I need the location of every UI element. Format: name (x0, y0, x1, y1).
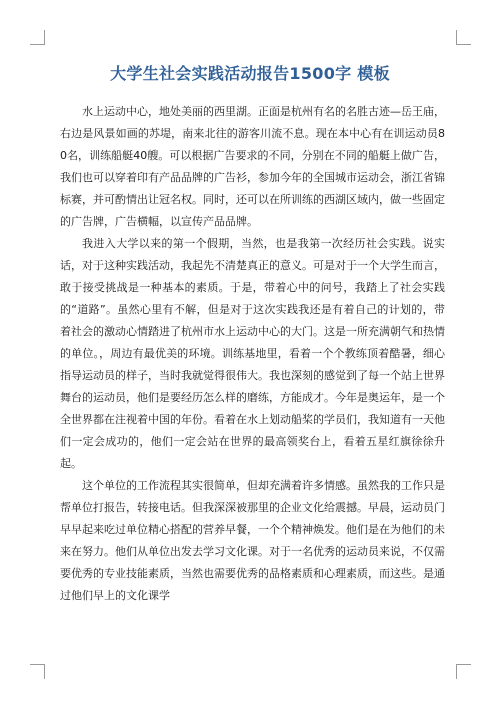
crop-mark-top-left (30, 30, 45, 45)
paragraph-2: 我进入大学以来的第一个假期，当然，也是我第一次经历社会实践。说实话，对于这种实践活动，我起先不清楚真正的意义。可是对于一个大学生而言，敢于接受挑战是一种基本的素质。于是，带着心中的问号，我踏上了社会实践的“道路”。虽然心里有不解，但是对于这次实践我还是有着自己的计划的，带着社会的激动心情踏进了杭州市水上运动中心的大门。这是一所充满朝气和热情的单位。，周边有最优美的环境。训练基地里，看着一个个教练顶着酷暑，细心指导运动员的样子，当时我就觉得很伟大。我也深刻的感觉到了每一个站上世界舞台的运动员，他们是要经历怎么样的磨练，方能成才。今年是奥运年，是一个全世界都在注视着中国的年份。看着在水上划动船桨的学员们，我知道有一天他们一定会成功的，他们一定会站在世界的最高领奖台上，看着五星红旗徐徐升起。 (60, 237, 445, 470)
document-body (60, 101, 445, 607)
paragraph-3: 这个单位的工作流程其实很简单，但却充满着许多情感。虽然我的工作只是帮单位打报告，转接电话。但我深深被那里的企业文化给震撼。早晨，运动员门早早起来吃过单位精心搭配的营养早餐，一个个精神焕发。他们是在为他们的未来在努力。他们从单位出发去学习文化课。对于一名优秀的运动员来说，不仅需要优秀的专业技能素质，当然也需要优秀的品格素质和心理素质，而这些。是通过他们早上的文化课学 (60, 479, 445, 602)
crop-mark-bottom-left (30, 664, 45, 679)
crop-mark-bottom-right (456, 664, 471, 679)
paragraph-1: 水上运动中心，地处美丽的西里湖。正面是杭州有名的名胜古迹—岳王庙，右边是风景如画的苏堤，南来北往的游客川流不息。现在本中心有在训运动员80名，训练船艇40艘。可以根据广告要求的不同，分别在不同的船艇上做广告，我们也可以穿着印有产品品牌的广告衫，参加今年的全国城市运动会，浙江省锦标赛，并可酌情出让冠名权。同时，还可以在所训练的西湖区域内，做一些固定的广告牌，广告横幅，以宣传产品品牌。 (60, 105, 445, 228)
document-title: 大学生社会实践活动报告1500字 模板 (110, 64, 390, 83)
crop-mark-top-right (456, 30, 471, 45)
